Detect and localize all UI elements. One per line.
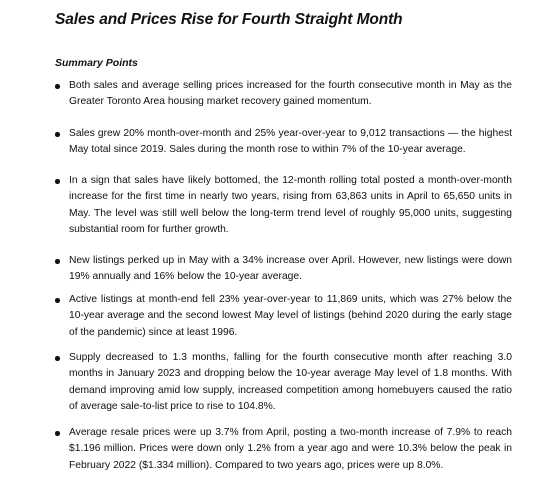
bullet-dot-icon: [55, 259, 60, 264]
bullet-dot-icon: [55, 84, 60, 89]
summary-bullet-text: Supply decreased to 1.3 months, falling for the fourth consecutive month after reaching 3.0 months in January 2023 and dropping below the 10-year average May level of 1.8 months. With demand improving amid low supply, increased competition among homebuyers caused the ratio of average sale-to-list price to rise to 104.8%.: [69, 352, 512, 412]
summary-bullet-text: In a sign that sales have likely bottomed, the 12-month rolling total posted a month-over-month increase for the first time in nearly two years, rising from 63,863 units in April to 65,650 units in May. The level was still well below the long-term trend level of roughly 95,000 units, suggesting substantial room for further growth.: [69, 175, 512, 235]
summary-bullet: [69, 78, 512, 111]
document-title: Sales and Prices Rise for Fourth Straight Month: [55, 11, 403, 28]
bullet-dot-icon: [55, 431, 60, 436]
bullet-dot-icon: [55, 179, 60, 184]
summary-bullet: [69, 350, 512, 415]
summary-bullet-text: Active listings at month-end fell 23% year-over-year to 11,869 units, which was 27% below the 10-year average and the second lowest May level of listings (behind 2020 during the early stage of the pandemic) since at least 1996.: [69, 294, 512, 338]
summary-bullet: [69, 253, 512, 286]
bullet-dot-icon: [55, 132, 60, 137]
summary-points-heading: Summary Points: [55, 57, 138, 69]
summary-bullet: [69, 173, 512, 238]
summary-bullet-text: Sales grew 20% month-over-month and 25% year-over-year to 9,012 transactions — the highest May total since 2019. Sales during the month rose to within 7% of the 10-year average.: [69, 128, 512, 156]
bullet-dot-icon: [55, 356, 60, 361]
summary-bullet: [69, 292, 512, 341]
summary-bullet: [69, 126, 512, 159]
summary-bullet: [69, 425, 512, 474]
bullet-dot-icon: [55, 298, 60, 303]
summary-bullet-text: New listings perked up in May with a 34% increase over April. However, new listings were down 19% annually and 16% below the 10-year average.: [69, 255, 512, 283]
summary-bullet-text: Both sales and average selling prices increased for the fourth consecutive month in May as the Greater Toronto Area housing market recovery gained momentum.: [69, 80, 512, 108]
summary-bullet-text: Average resale prices were up 3.7% from April, posting a two-month increase of 7.9% to reach $1.196 million. Prices were down only 1.2% from a year ago and were 10.3% below the peak in February 2022 ($1.334 million). Compared to two years ago, prices were up 8.0%.: [69, 427, 512, 471]
